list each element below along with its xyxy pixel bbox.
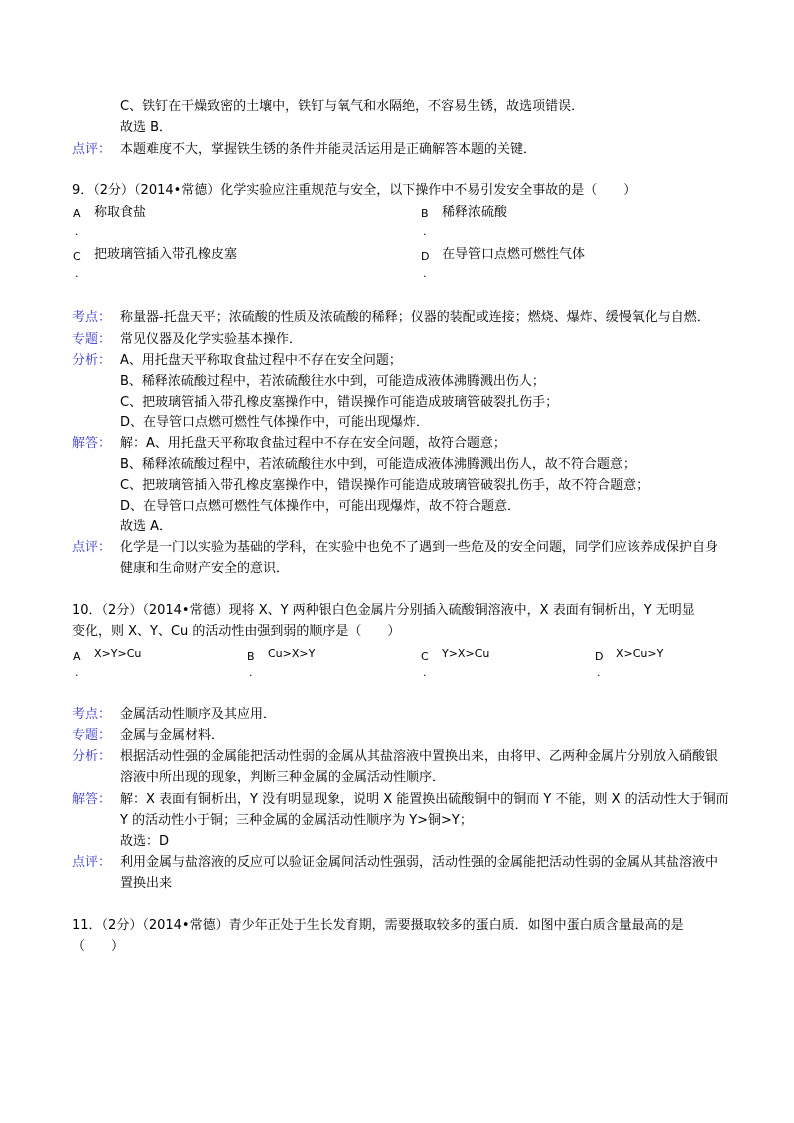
q9-option-a-dot: .: [75, 225, 79, 238]
q9-option-a-letter: A: [73, 207, 81, 220]
q9-option-c: 把玻璃管插入带孔橡皮塞: [94, 247, 238, 262]
q9-option-b-letter: B: [421, 207, 429, 220]
q9-jieda-label: 解答：: [72, 436, 112, 451]
q9-jieda-line: D、在导管口点燃可燃性气体操作中，可能出现爆炸，故不符合题意．: [120, 499, 521, 514]
q10-fenxi-label: 分析：: [72, 749, 112, 764]
q10-jieda-line: 故选：D: [120, 834, 170, 849]
q9-jieda-line: B、稀释浓硫酸过程中，若浓硫酸往水中到，可能造成液体沸腾溅出伤人，故不符合题意；: [120, 457, 636, 472]
q10-zhuanti-label: 专题：: [72, 728, 112, 743]
q10-dianping-label: 点评：: [72, 855, 112, 870]
q9-zhuanti-label: 专题：: [72, 332, 112, 347]
q10-fenxi-line: 根据活动性强的金属能把活动性弱的金属从其盐溶液中置换出来，由将甲、乙两种金属片分别放入硝酸银: [120, 749, 719, 764]
q9-option-d-dot: .: [423, 267, 427, 280]
q8-answer: 故选 B．: [120, 120, 173, 135]
q10-kaodian-label: 考点：: [72, 707, 112, 722]
q10-dianping-line: 利用金属与盐溶液的反应可以验证金属间活动性强弱，活动性强的金属能把活动性弱的金属从其盐溶液中: [120, 855, 719, 870]
q10-zhuanti: 金属与金属材料．: [120, 728, 225, 743]
q10-kaodian: 金属活动性顺序及其应用．: [120, 707, 277, 722]
q9-fenxi-line: B、稀释浓硫酸过程中，若浓硫酸往水中到，可能造成液体沸腾溅出伤人；: [120, 374, 545, 389]
q10-option-d-letter: D: [595, 650, 604, 663]
q9-zhuanti: 常见仪器及化学实验基本操作．: [120, 332, 303, 347]
q9-option-d-letter: D: [421, 250, 430, 263]
q10-option-c-letter: C: [421, 650, 429, 663]
q10-option-a-letter: A: [73, 650, 81, 663]
q9-fenxi-line: A、用托盘天平称取食盐过程中不存在安全问题；: [120, 353, 402, 368]
q9-dianping-line: 化学是一门以实验为基础的学科，在实验中也免不了遇到一些危及的安全问题，同学们应该养成保护自身: [120, 540, 719, 555]
q10-option-a-dot: .: [75, 666, 79, 679]
q9-stem: 9．（2分）（2014•常德）化学实验应注重规范与安全，以下操作中不易引发安全事故的是（ ）: [72, 183, 637, 198]
q11-stem-line: （ ）: [72, 939, 125, 954]
q9-option-b-dot: .: [423, 225, 427, 238]
q9-jieda-line: 故选 A．: [120, 519, 173, 534]
q10-option-c: Y>X>Cu: [442, 647, 490, 660]
q10-option-b-dot: .: [249, 666, 253, 679]
q10-option-a: X>Y>Cu: [94, 647, 142, 660]
q10-jieda-label: 解答：: [72, 792, 112, 807]
q10-stem-line: 变化，则 X、Y、Cu 的活动性由强到弱的顺序是（ ）: [72, 624, 401, 639]
q10-fenxi-line: 溶液中所出现的现象，判断三种金属的金属活动性顺序．: [120, 770, 446, 785]
q9-option-d: 在导管口点燃可燃性气体: [442, 247, 586, 262]
q9-dianping-label: 点评：: [72, 540, 112, 555]
q9-option-c-letter: C: [73, 250, 81, 263]
q9-option-a: 称取食盐: [94, 205, 147, 220]
q10-jieda-line: Y 的活动性小于铜；三种金属的金属活动性顺序为 Y>铜>Y；: [120, 813, 473, 828]
q9-fenxi-label: 分析：: [72, 353, 112, 368]
q9-fenxi-line: D、在导管口点燃可燃性气体操作中，可能出现爆炸．: [120, 415, 430, 430]
q9-option-c-dot: .: [75, 267, 79, 280]
q10-option-c-dot: .: [423, 666, 427, 679]
q10-option-d-dot: .: [597, 666, 601, 679]
q9-dianping-line: 健康和生命财产安全的意识．: [120, 561, 290, 576]
q10-option-b-letter: B: [247, 650, 255, 663]
q10-jieda-line: 解：X 表面有铜析出，Y 没有明显现象，说明 X 能置换出硫酸铜中的铜而 Y 不能，则 X 的活动性大于铜而: [120, 792, 729, 807]
q10-option-d: X>Cu>Y: [616, 647, 664, 660]
q9-option-b: 稀释浓硫酸: [442, 205, 508, 220]
q10-option-b: Cu>X>Y: [268, 647, 316, 660]
q11-stem-line: 11．（2分）（2014•常德）青少年正处于生长发育期，需要摄取较多的蛋白质．如图中蛋白质含量最高的是: [72, 918, 684, 933]
q9-kaodian-label: 考点：: [72, 310, 112, 325]
q10-stem-line: 10．（2分）（2014•常德）现将 X、Y 两种银白色金属片分别插入硫酸铜溶液中，X 表面有铜析出，Y 无明显: [72, 603, 695, 618]
q8-option-c: C、铁钉在干燥致密的土壤中，铁钉与氧气和水隔绝，不容易生锈，故选项错误．: [120, 99, 585, 114]
q9-kaodian: 称量器-托盘天平；浓硫酸的性质及浓硫酸的稀释；仪器的装配或连接；燃烧、爆炸、缓慢氧化与自燃．: [120, 310, 710, 325]
q8-comment: 本题难度不大，掌握铁生锈的条件并能灵活运用是正确解答本题的关键．: [120, 142, 537, 157]
q9-jieda-line: 解：A、用托盘天平称取食盐过程中不存在安全问题，故符合题意；: [120, 436, 506, 451]
q10-dianping-line: 置换出来: [120, 876, 173, 891]
q9-jieda-line: C、把玻璃管插入带孔橡皮塞操作中，错误操作可能造成玻璃管破裂扎伤手，故不符合题意；: [120, 478, 650, 493]
q9-fenxi-line: C、把玻璃管插入带孔橡皮塞操作中，错误操作可能造成玻璃管破裂扎伤手；: [120, 395, 559, 410]
q8-comment-label: 点评：: [72, 142, 112, 157]
